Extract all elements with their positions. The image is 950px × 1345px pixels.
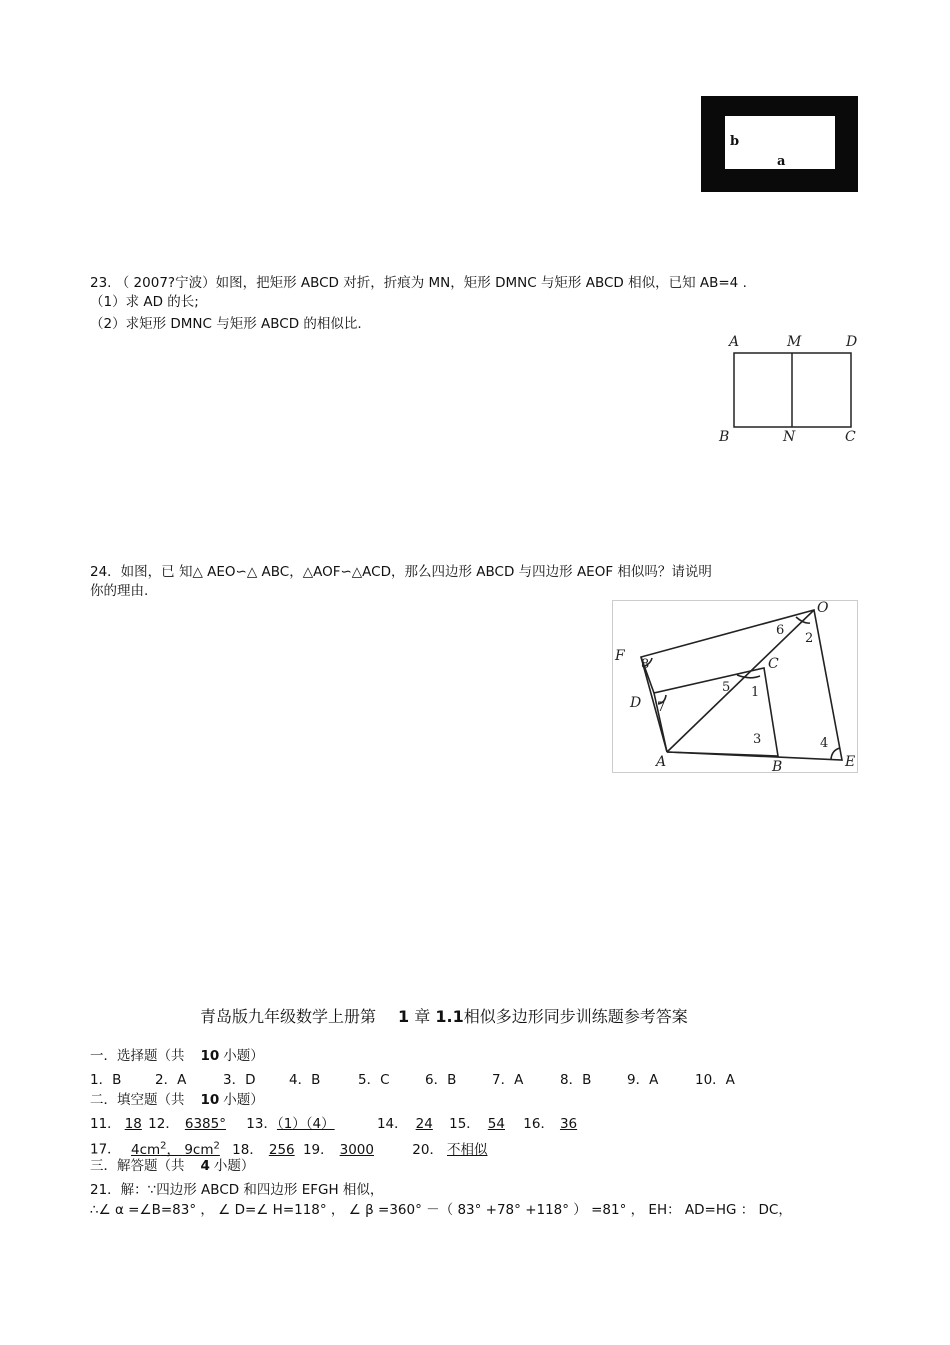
answer-20: 不相似 xyxy=(446,1141,488,1158)
answer-15: 54 xyxy=(487,1116,505,1132)
choice-3: 3．D xyxy=(223,1072,256,1088)
section-1-heading: 一．选择题（共 10 小题） xyxy=(90,1048,264,1064)
q24-label-B: B xyxy=(772,759,783,775)
q24-angle-2: 2 xyxy=(805,631,814,646)
solution-21-line2: ∴∠ α =∠B=83° ， ∠ D=∠ H=118° ， ∠ β =360° －（ 83° +78° +118° ） =81° ， EH： AD=HG ： DC， xyxy=(90,1202,792,1218)
choice-9: 9．A xyxy=(627,1072,659,1088)
q24-label-D: D xyxy=(630,695,642,711)
q23-label-M: M xyxy=(787,334,802,350)
q23-label-C: C xyxy=(845,429,856,445)
choice-8: 8．B xyxy=(560,1072,592,1088)
q23-line2: （1）求 AD 的长; xyxy=(90,294,199,310)
q23-label-D: D xyxy=(846,334,858,350)
q24-label-C: C xyxy=(768,656,779,672)
q24-angle-4: 4 xyxy=(820,736,829,751)
q24-line2: 你的理由. xyxy=(90,583,149,599)
choice-1: 1．B xyxy=(90,1072,122,1088)
q24-label-E: E xyxy=(845,754,856,770)
choice-6: 6．B xyxy=(425,1072,457,1088)
q24-label-A: A xyxy=(656,754,667,770)
choice-answers xyxy=(90,1071,735,1089)
fill-answers-row2: 17． $4cm^2$， $9cm^2$ 18． 256 19． 3000 20． 不相似 xyxy=(90,1137,493,1159)
q24-angle-7: 7 xyxy=(657,700,666,715)
solution-21-line1: 21．解：∵四边形 ABCD 和四边形 EFGH 相似， xyxy=(90,1182,384,1198)
q23-line3: （2）求矩形 DMNC 与矩形 ABCD 的相似比. xyxy=(90,316,362,332)
q23-rectangle-figure xyxy=(712,330,872,448)
q24-label-F: F xyxy=(615,648,625,664)
q23-label-N: N xyxy=(783,429,796,445)
fill-answers-row1: 11． 18 12． 6385° 13．（1）（4） 14． 24 15． 54 16． 36 xyxy=(90,1116,578,1132)
q24-angle-3: 3 xyxy=(753,732,762,747)
frame-label-a: a xyxy=(777,154,786,169)
q23-label-A: A xyxy=(729,334,740,350)
answer-17: $4cm^2$， $9cm^2$ xyxy=(130,1140,220,1158)
choice-7: 7．A xyxy=(492,1072,524,1088)
frame-label-b: b xyxy=(730,134,740,149)
q24-angle-5: 5 xyxy=(722,680,731,695)
section-2-heading: 二．填空题（共 10 小题） xyxy=(90,1092,264,1108)
answer-18: 256 xyxy=(268,1141,295,1158)
choice-2: 2．A xyxy=(155,1072,187,1088)
q24-angle-6: 6 xyxy=(776,623,785,638)
section-3-heading: 三．解答题（共 4 小题） xyxy=(90,1158,255,1174)
answer-13: （1）（4） xyxy=(276,1116,335,1132)
answer-19: 3000 xyxy=(339,1141,374,1158)
answers-title: 青岛版九年级数学上册第 1 章 1.1相似多边形同步训练题参考答案 xyxy=(200,1007,688,1026)
q23-label-B: B xyxy=(719,429,730,445)
choice-5: 5．C xyxy=(358,1072,390,1088)
answer-14: 24 xyxy=(415,1116,433,1132)
q23-line1: 23. （ 2007?宁波）如图，把矩形 ABCD 对折，折痕为 MN，矩形 DMNC 与矩形 ABCD 相似，已知 AB=4 . xyxy=(90,275,747,291)
answer-11: 18 xyxy=(124,1116,142,1132)
frame-figure xyxy=(701,96,858,192)
q24-label-O: O xyxy=(817,600,829,616)
q24-angle-1: 1 xyxy=(751,685,760,700)
answer-12: 6385° xyxy=(184,1116,226,1132)
q24-angle-8: 8 xyxy=(641,657,650,672)
q24-line1: 24．如图，已 知△ AEO∽△ ABC，△AOF∽△ACD，那么四边形 ABCD 与四边形 AEOF 相似吗？请说明 xyxy=(90,564,712,580)
q24-quadrilateral-figure xyxy=(612,600,860,775)
choice-4: 4．B xyxy=(289,1072,321,1088)
answer-16: 36 xyxy=(559,1116,578,1132)
choice-10: 10．A xyxy=(695,1072,735,1088)
